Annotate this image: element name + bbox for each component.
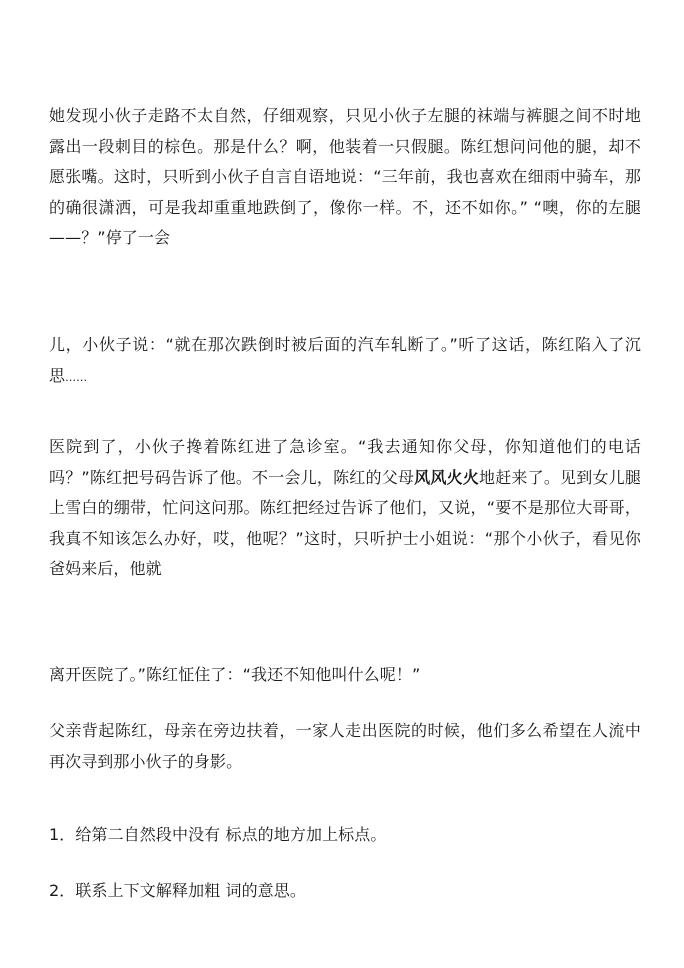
paragraph-2-text: 儿，小伙子说：“就在那次跌倒时被后面的汽车轧断了。”听了这话，陈红陷入了沉思 [49,335,641,385]
question-2 [49,876,641,907]
paragraph-4 [49,660,641,691]
bold-phrase: 风风火火 [414,467,479,487]
paragraph-1 [49,101,641,254]
paragraph-3-text-before: 医院到了，小伙子搀着陈红进了急诊室。“我去通知你父母，你知道他们的电话吗？”陈红把号码告诉了他。不一会儿，陈红的父母 [49,437,641,487]
paragraph-2-ellipsis: …… [65,370,88,384]
paragraph-2 [49,330,641,393]
question-1 [49,820,641,851]
paragraph-4-text: 离开医院了。”陈红怔住了：“我还不知他叫什么呢！” [49,665,421,684]
question-1-text: 1．给第二自然段中没有 标点的地方加上标点。 [49,825,387,844]
paragraph-1-text: 她发现小伙子走路不太自然，仔细观察，只见小伙子左腿的袜端与裤腿之间不时地露出一段刺目的棕色。那是什么？啊，他装着一只假腿。陈红想问问他的腿，却不愿张嘴。这时，只听到小伙子自言自语地说：“三年前，我也喜欢在细雨中骑车，那的确很潇洒，可是我却重重地跌倒了，像你一样。不，还不如你。” “噢，你的左腿——？”停了一会 [49,106,641,247]
paragraph-5 [49,716,641,777]
paragraph-3-text-after: 地赶来了。见到女儿腿上雪白的绷带，忙问这问那。陈红把经过告诉了他们，又说，“要不是那位大哥哥，我真不知该怎么办好，哎，他呢？”这时，只听护士小姐说：“那个小伙子，看见你爸妈来后，他就 [49,467,641,578]
question-2-text: 2．联系上下文解释加粗 词的意思。 [49,881,306,900]
paragraph-5-text: 父亲背起陈红，母亲在旁边扶着，一家人走出医院的时候，他们多么希望在人流中再次寻到那小伙子的身影。 [49,721,641,771]
paragraph-3 [49,432,641,585]
